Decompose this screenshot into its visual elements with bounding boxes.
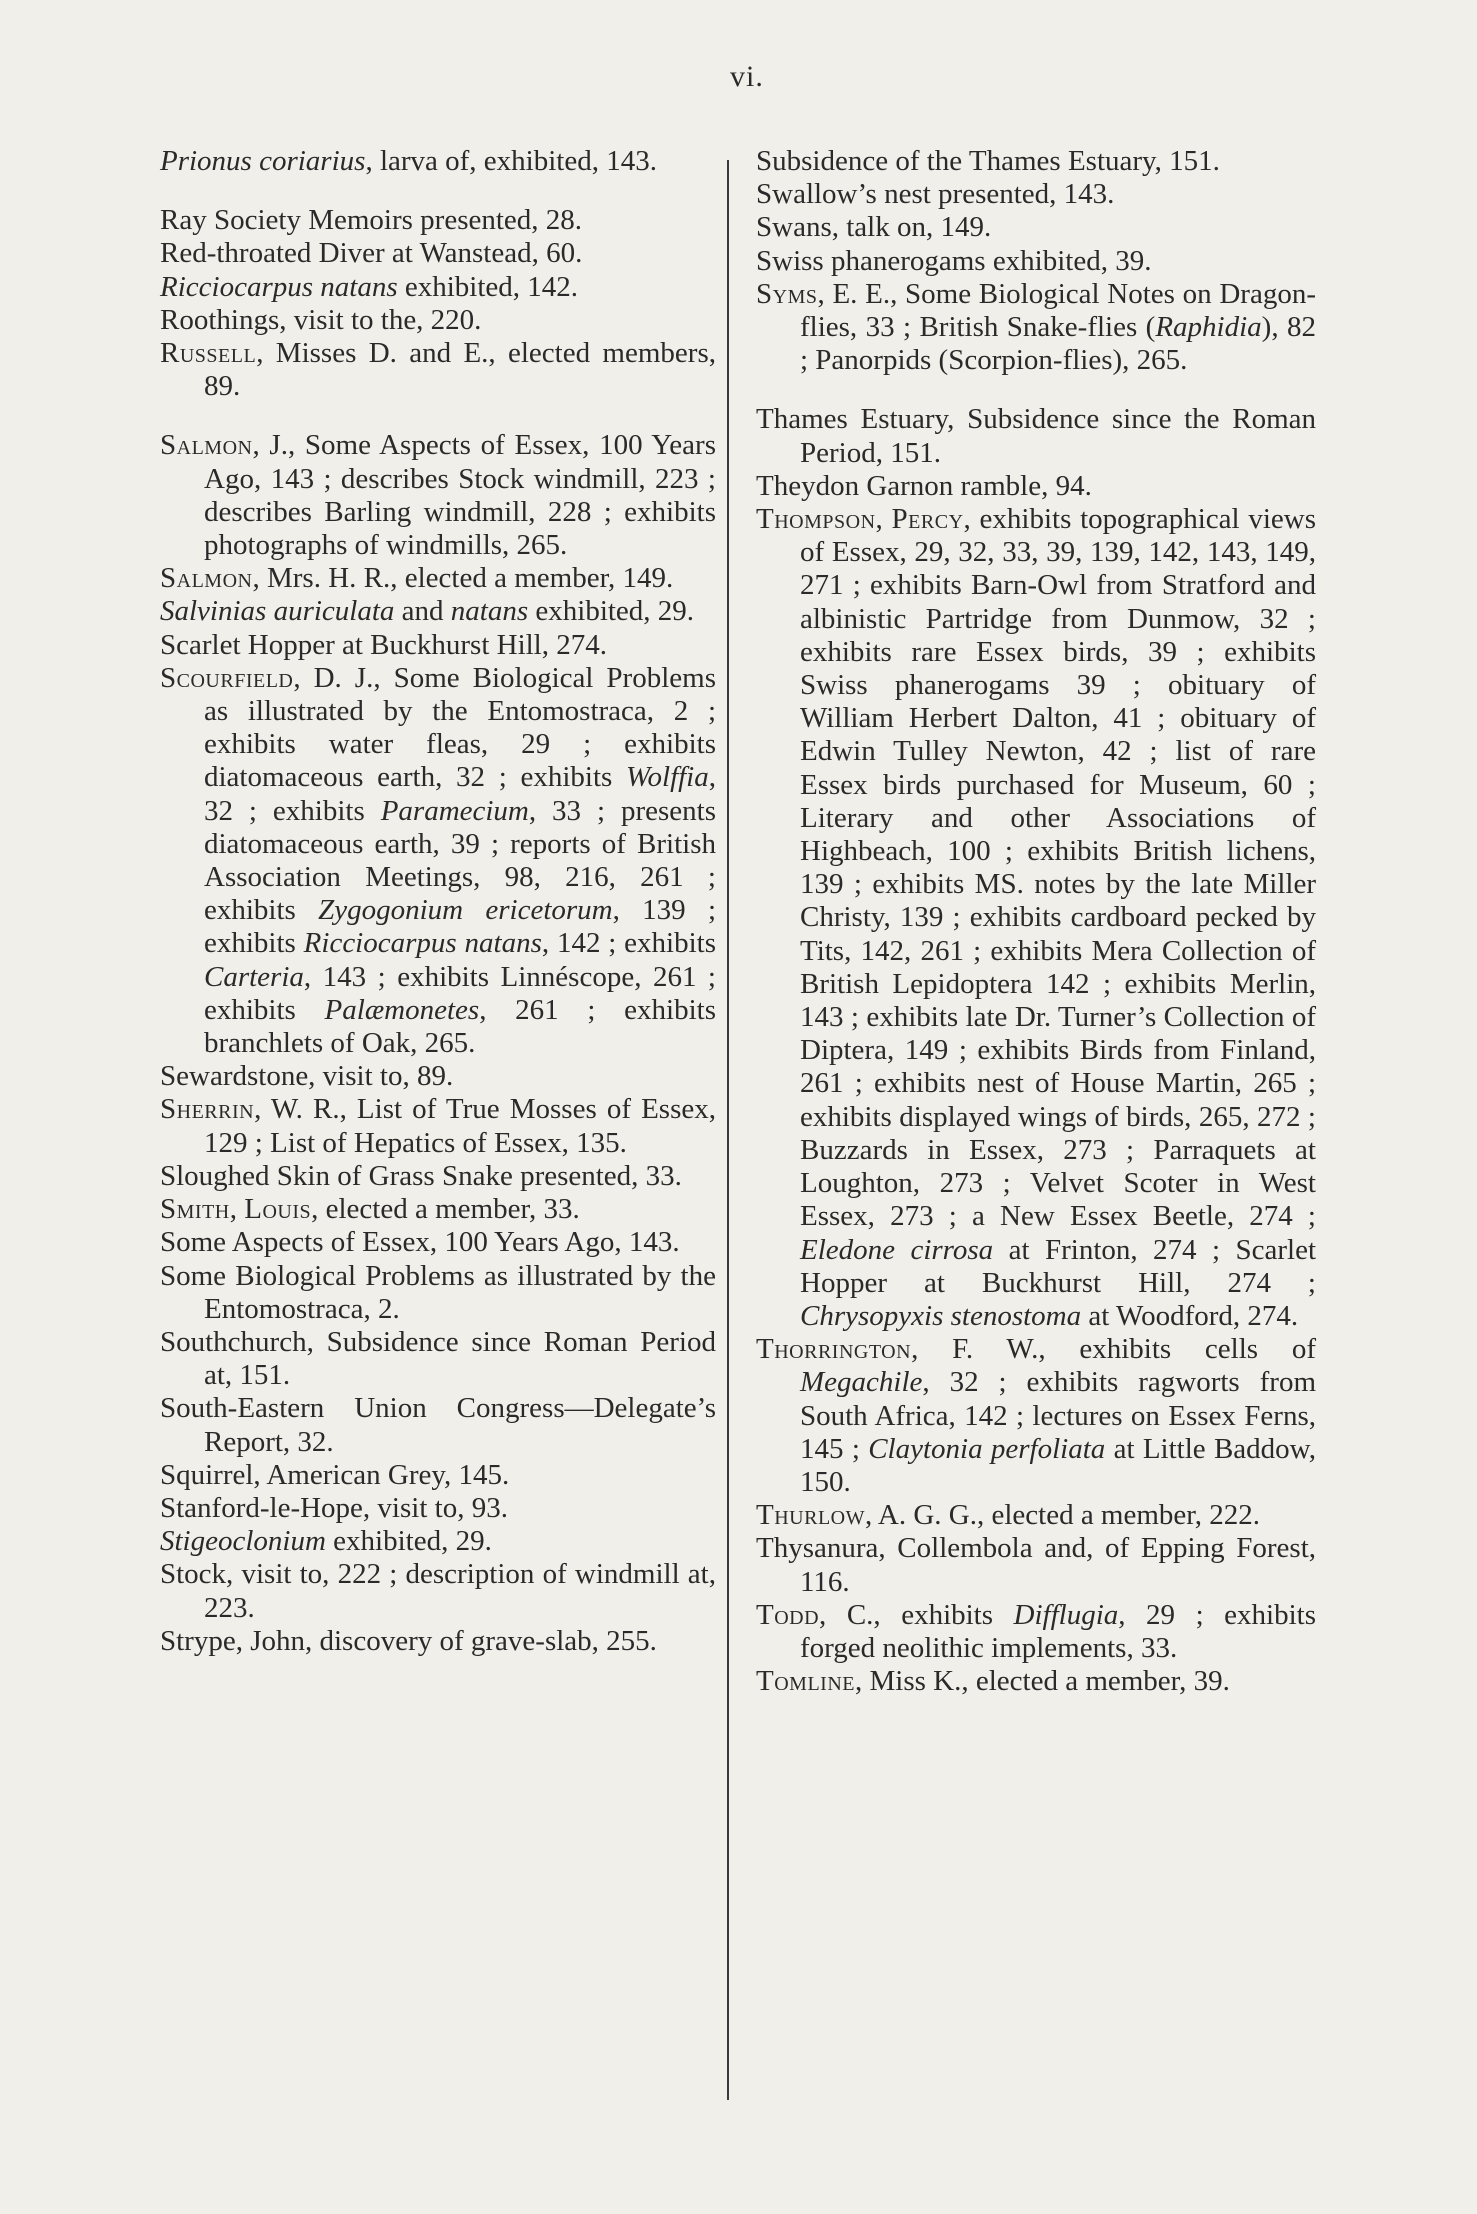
index-entry: Salvinias auriculata and natans exhibited, 29. bbox=[160, 595, 695, 628]
index-entry: Thysanura, Collembola and, of Epping Forest, 116. bbox=[756, 1532, 1316, 1598]
index-entry: Sloughed Skin of Grass Snake presented, 33. bbox=[160, 1159, 682, 1192]
index-entry: Swallow’s nest presented, 143. bbox=[756, 178, 1115, 211]
index-entry: Southchurch, Subsidence since Roman Period at, 151. bbox=[160, 1325, 716, 1392]
index-entry: Some Aspects of Essex, 100 Years Ago, 143. bbox=[160, 1226, 680, 1259]
index-entry: Todd, C., exhibits Difflugia, 29 ; exhibits forged neolithic implements, 33. bbox=[756, 1598, 1316, 1664]
index-entry: Smith, Louis, elected a member, 33. bbox=[160, 1193, 580, 1226]
index-entry: Thompson, Percy, exhibits topographical views of Essex, 29, 32, 33, 39, 139, 142, 143, 149, 271 ; exhibits Barn-Owl from Stratford and albinistic Partridge from Dunmow, 32 ; exhibits rare Essex birds, 39 ; exhibits Swiss phanerogams 39 ; obituary of William Herbert Dalton, 41 ; obituary of Edwin Tulley Newton, 42 ; list of rare Essex birds purchased for Museum, 60 ; Literary and other Associations of Highbeach, 100 ; exhibits British lichens, 139 ; exhibits MS. notes by the late Miller Christy, 139 ; exhibits cardboard pecked by Tits, 142, 261 ; exhibits Mera Collection of British Lepidoptera 142 ; exhibits Merlin, 143 ; exhibits late Dr. Turner’s Collection of Diptera, 149 ; exhibits Birds from Finland, 261 ; exhibits nest of House Martin, 265 ; exhibits displayed wings of birds, 265, 272 ; Buzzards in Essex, 273 ; Parraquets at Loughton, 273 ; Velvet Scoter in West Essex, 273 ; a New Essex Beetle, 274 ; Eledone cirrosa at Frinton, 274 ; Scarlet Hopper at Buckhurst Hill, 274 ; Chrysopyxis stenostoma at Woodford, 274. bbox=[756, 503, 1316, 1332]
index-entry: Prionus coriarius, larva of, exhibited, 143. bbox=[160, 145, 657, 177]
index-column-left bbox=[160, 145, 716, 1658]
index-entry: Scarlet Hopper at Buckhurst Hill, 274. bbox=[160, 628, 607, 661]
index-entry: Ricciocarpus natans exhibited, 142. bbox=[160, 270, 579, 303]
index-entry: Thames Estuary, Subsidence since the Roman Period, 151. bbox=[756, 403, 1316, 469]
index-entry: Thurlow, A. G. G., elected a member, 222. bbox=[756, 1499, 1261, 1532]
index-entry: South-Eastern Union Congress—Delegate’s Report, 32. bbox=[160, 1392, 716, 1458]
index-entry: Scourfield, D. J., Some Biological Problems as illustrated by the Entomostraca, 2 ; exhibits water fleas, 29 ; exhibits diatomaceous earth, 32 ; exhibits Wolffia, 32 ; exhibits Paramecium, 33 ; presents diatomaceous earth, 39 ; reports of British Association Meetings, 98, 216, 261 ; exhibits Zygogonium ericetorum, 139 ; exhibits Ricciocarpus natans, 142 ; exhibits Carteria, 143 ; exhibits Linnéscope, 261 ; exhibits Palæmonetes, 261 ; exhibits branchlets of Oak, 265. bbox=[160, 661, 717, 1060]
index-entry: Sewardstone, visit to, 89. bbox=[160, 1060, 454, 1093]
index-entry: Salmon, Mrs. H. R., elected a member, 149. bbox=[160, 562, 674, 595]
index-entry: Thorrington, F. W., exhibits cells of Megachile, 32 ; exhibits ragworts from South Africa, 142 ; lectures on Essex Ferns, 145 ; Claytonia perfoliata at Little Baddow, 150. bbox=[756, 1333, 1316, 1498]
index-entry: Strype, John, discovery of grave-slab, 255. bbox=[160, 1624, 657, 1657]
index-entry: Theydon Garnon ramble, 94. bbox=[756, 469, 1092, 502]
page-number: vi. bbox=[730, 60, 764, 93]
index-entry: Sherrin, W. R., List of True Mosses of Essex, 129 ; List of Hepatics of Essex, 135. bbox=[160, 1093, 716, 1159]
index-entry: Swans, talk on, 149. bbox=[756, 211, 992, 244]
index-entry: Stock, visit to, 222 ; description of windmill at, 223. bbox=[160, 1558, 716, 1624]
index-entry: Salmon, J., Some Aspects of Essex, 100 Years Ago, 143 ; describes Stock windmill, 223 ; describes Barling windmill, 228 ; exhibits photographs of windmills, 265. bbox=[160, 429, 716, 562]
index-entry: Swiss phanerogams exhibited, 39. bbox=[756, 244, 1152, 277]
column-divider bbox=[727, 160, 729, 2100]
index-entry: Ray Society Memoirs presented, 28. bbox=[160, 204, 583, 237]
index-entry: Squirrel, American Grey, 145. bbox=[160, 1458, 510, 1491]
index-entry: Subsidence of the Thames Estuary, 151. bbox=[756, 145, 1220, 177]
index-entry: Some Biological Problems as illustrated by the Entomostraca, 2. bbox=[160, 1259, 716, 1325]
index-column-right bbox=[756, 145, 1316, 1698]
index-entry: Tomline, Miss K., elected a member, 39. bbox=[756, 1665, 1230, 1698]
index-entry: Russell, Misses D. and E., elected members, 89. bbox=[160, 337, 716, 403]
index-entry: Red-throated Diver at Wanstead, 60. bbox=[160, 237, 583, 270]
index-entry: Stigeoclonium exhibited, 29. bbox=[160, 1525, 492, 1558]
index-entry: Stanford-le-Hope, visit to, 93. bbox=[160, 1491, 508, 1524]
index-entry: Syms, E. E., Some Biological Notes on Dragon-flies, 33 ; British Snake-flies (Raphidia), 82 ; Panorpids (Scorpion-flies), 265. bbox=[756, 277, 1316, 377]
index-entry: Roothings, visit to the, 220. bbox=[160, 303, 482, 336]
